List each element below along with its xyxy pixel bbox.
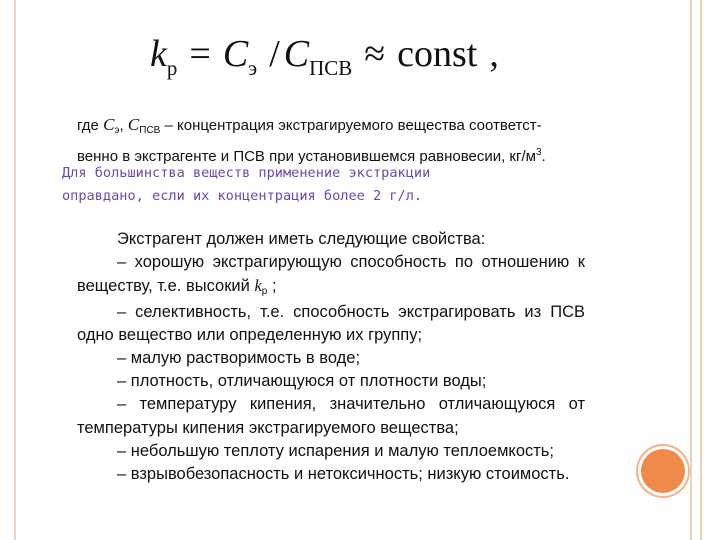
formula-comma: ,: [489, 33, 499, 75]
highlight-note: [62, 162, 542, 208]
formula-k: k: [150, 33, 167, 75]
props-item-7: – взрывобезопасность и нетоксичность; низкую стоимость.: [117, 465, 570, 484]
props-item-1-end: ;: [271, 277, 277, 296]
props-item-1-sub: р: [261, 286, 268, 298]
definition-paragraph: [77, 112, 597, 169]
equilibrium-formula: [150, 28, 499, 80]
note-line-1: Для большинства веществ применение экстракции: [62, 165, 431, 181]
para1-sep: ,: [119, 117, 124, 134]
formula-c2-sub: ПСВ: [309, 56, 353, 80]
para1-c2: C: [127, 115, 140, 134]
para1-c1-sub: э: [114, 125, 120, 136]
props-intro: Экстрагент должен иметь следующие свойства:: [117, 230, 486, 248]
para1-text1: – концентрация экстрагируемого вещества соответст-: [164, 117, 542, 134]
formula-c2: C: [283, 33, 310, 75]
frame-line-left: [14, 0, 16, 540]
para1-where: где: [77, 117, 99, 134]
extractant-properties: [77, 228, 585, 486]
formula-equals: =: [189, 33, 211, 75]
frame-line-right-inner: [690, 0, 692, 540]
para1-c1: C: [103, 115, 115, 134]
frame-line-right-outer: [700, 0, 702, 540]
decorative-circle: [641, 449, 685, 493]
props-item-6: – небольшую теплоту испарения и малую теплоемкость;: [117, 441, 554, 460]
props-item-4: – плотность, отличающуюся от плотности воды;: [117, 372, 487, 391]
formula-c1-sub: э: [248, 56, 258, 80]
props-item-1-text: – хорошую экстрагирующую способность по отношению к веществу, т.е. высокий: [77, 253, 585, 296]
formula-const: const: [397, 33, 478, 75]
formula-approx: ≈: [364, 33, 386, 75]
formula-c1: C: [222, 33, 249, 75]
note-line-2: оправдано, если их концентрация более 2 г/л.: [62, 188, 423, 204]
props-item-1-k: k: [254, 276, 262, 296]
formula-k-sub: р: [166, 56, 178, 80]
para1-c2-sub: ПСВ: [139, 125, 161, 136]
para1-sup: 3: [535, 147, 542, 158]
formula-slash: /: [269, 33, 280, 75]
props-item-3: – малую растворимость в воде;: [117, 349, 361, 368]
para1-end: .: [541, 148, 546, 165]
para1-text2: венно в экстрагенте и ПСВ при установившемся равновесии, кг/м: [77, 148, 536, 165]
props-item-2: – селективность, т.е. способность экстрагировать из ПСВ одно вещество или определенную их группу;: [77, 302, 585, 344]
props-item-5: – температуру кипения, значительно отличающуюся от температуры кипения экстрагируемого вещества;: [77, 395, 585, 437]
props-item-1: [77, 251, 585, 300]
